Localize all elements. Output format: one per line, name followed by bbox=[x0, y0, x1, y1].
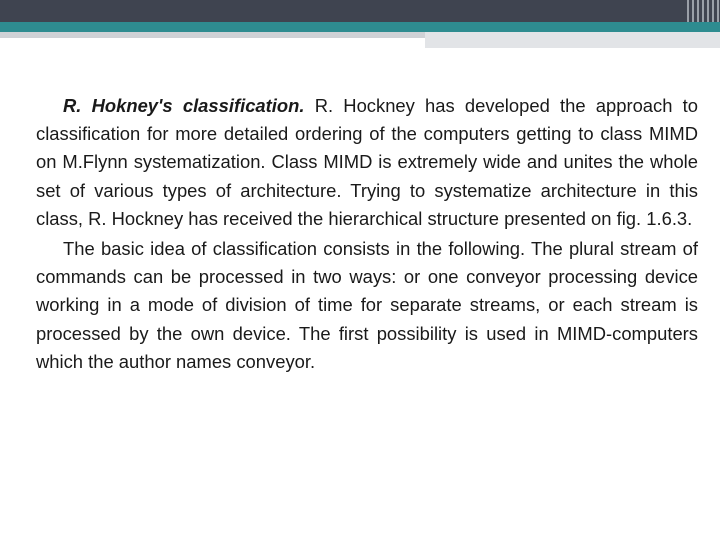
header-accent-right bbox=[425, 32, 720, 48]
header-accent-bar bbox=[0, 22, 720, 32]
slide-body bbox=[36, 92, 698, 378]
paragraph-2 bbox=[36, 235, 698, 376]
paragraph-1 bbox=[36, 92, 698, 233]
paragraph-1-lead: R. Hokney's classification. bbox=[63, 95, 305, 116]
paragraph-1-text: R. Hockney has developed the approach to classification for more detailed ordering of the computers getting to class MIMD on M.Flynn systematization. Class MIMD is extremely wide and unites the whole set of various types of architecture. Trying to systematize architecture in this class, R. Hockney has received the hierarchical structure presented on fig. 1.6.3. bbox=[36, 95, 699, 229]
header-bar bbox=[0, 0, 720, 22]
paragraph-2-text: The basic idea of classification consists in the following. The plural stream of commands can be processed in two ways: or one conveyor processing device working in a mode of division of time for separate streams, or each stream is processed by the own device. The first possibility is used in MIMD-computers which the author names conveyor. bbox=[36, 238, 698, 372]
header-accent-light bbox=[0, 32, 425, 38]
